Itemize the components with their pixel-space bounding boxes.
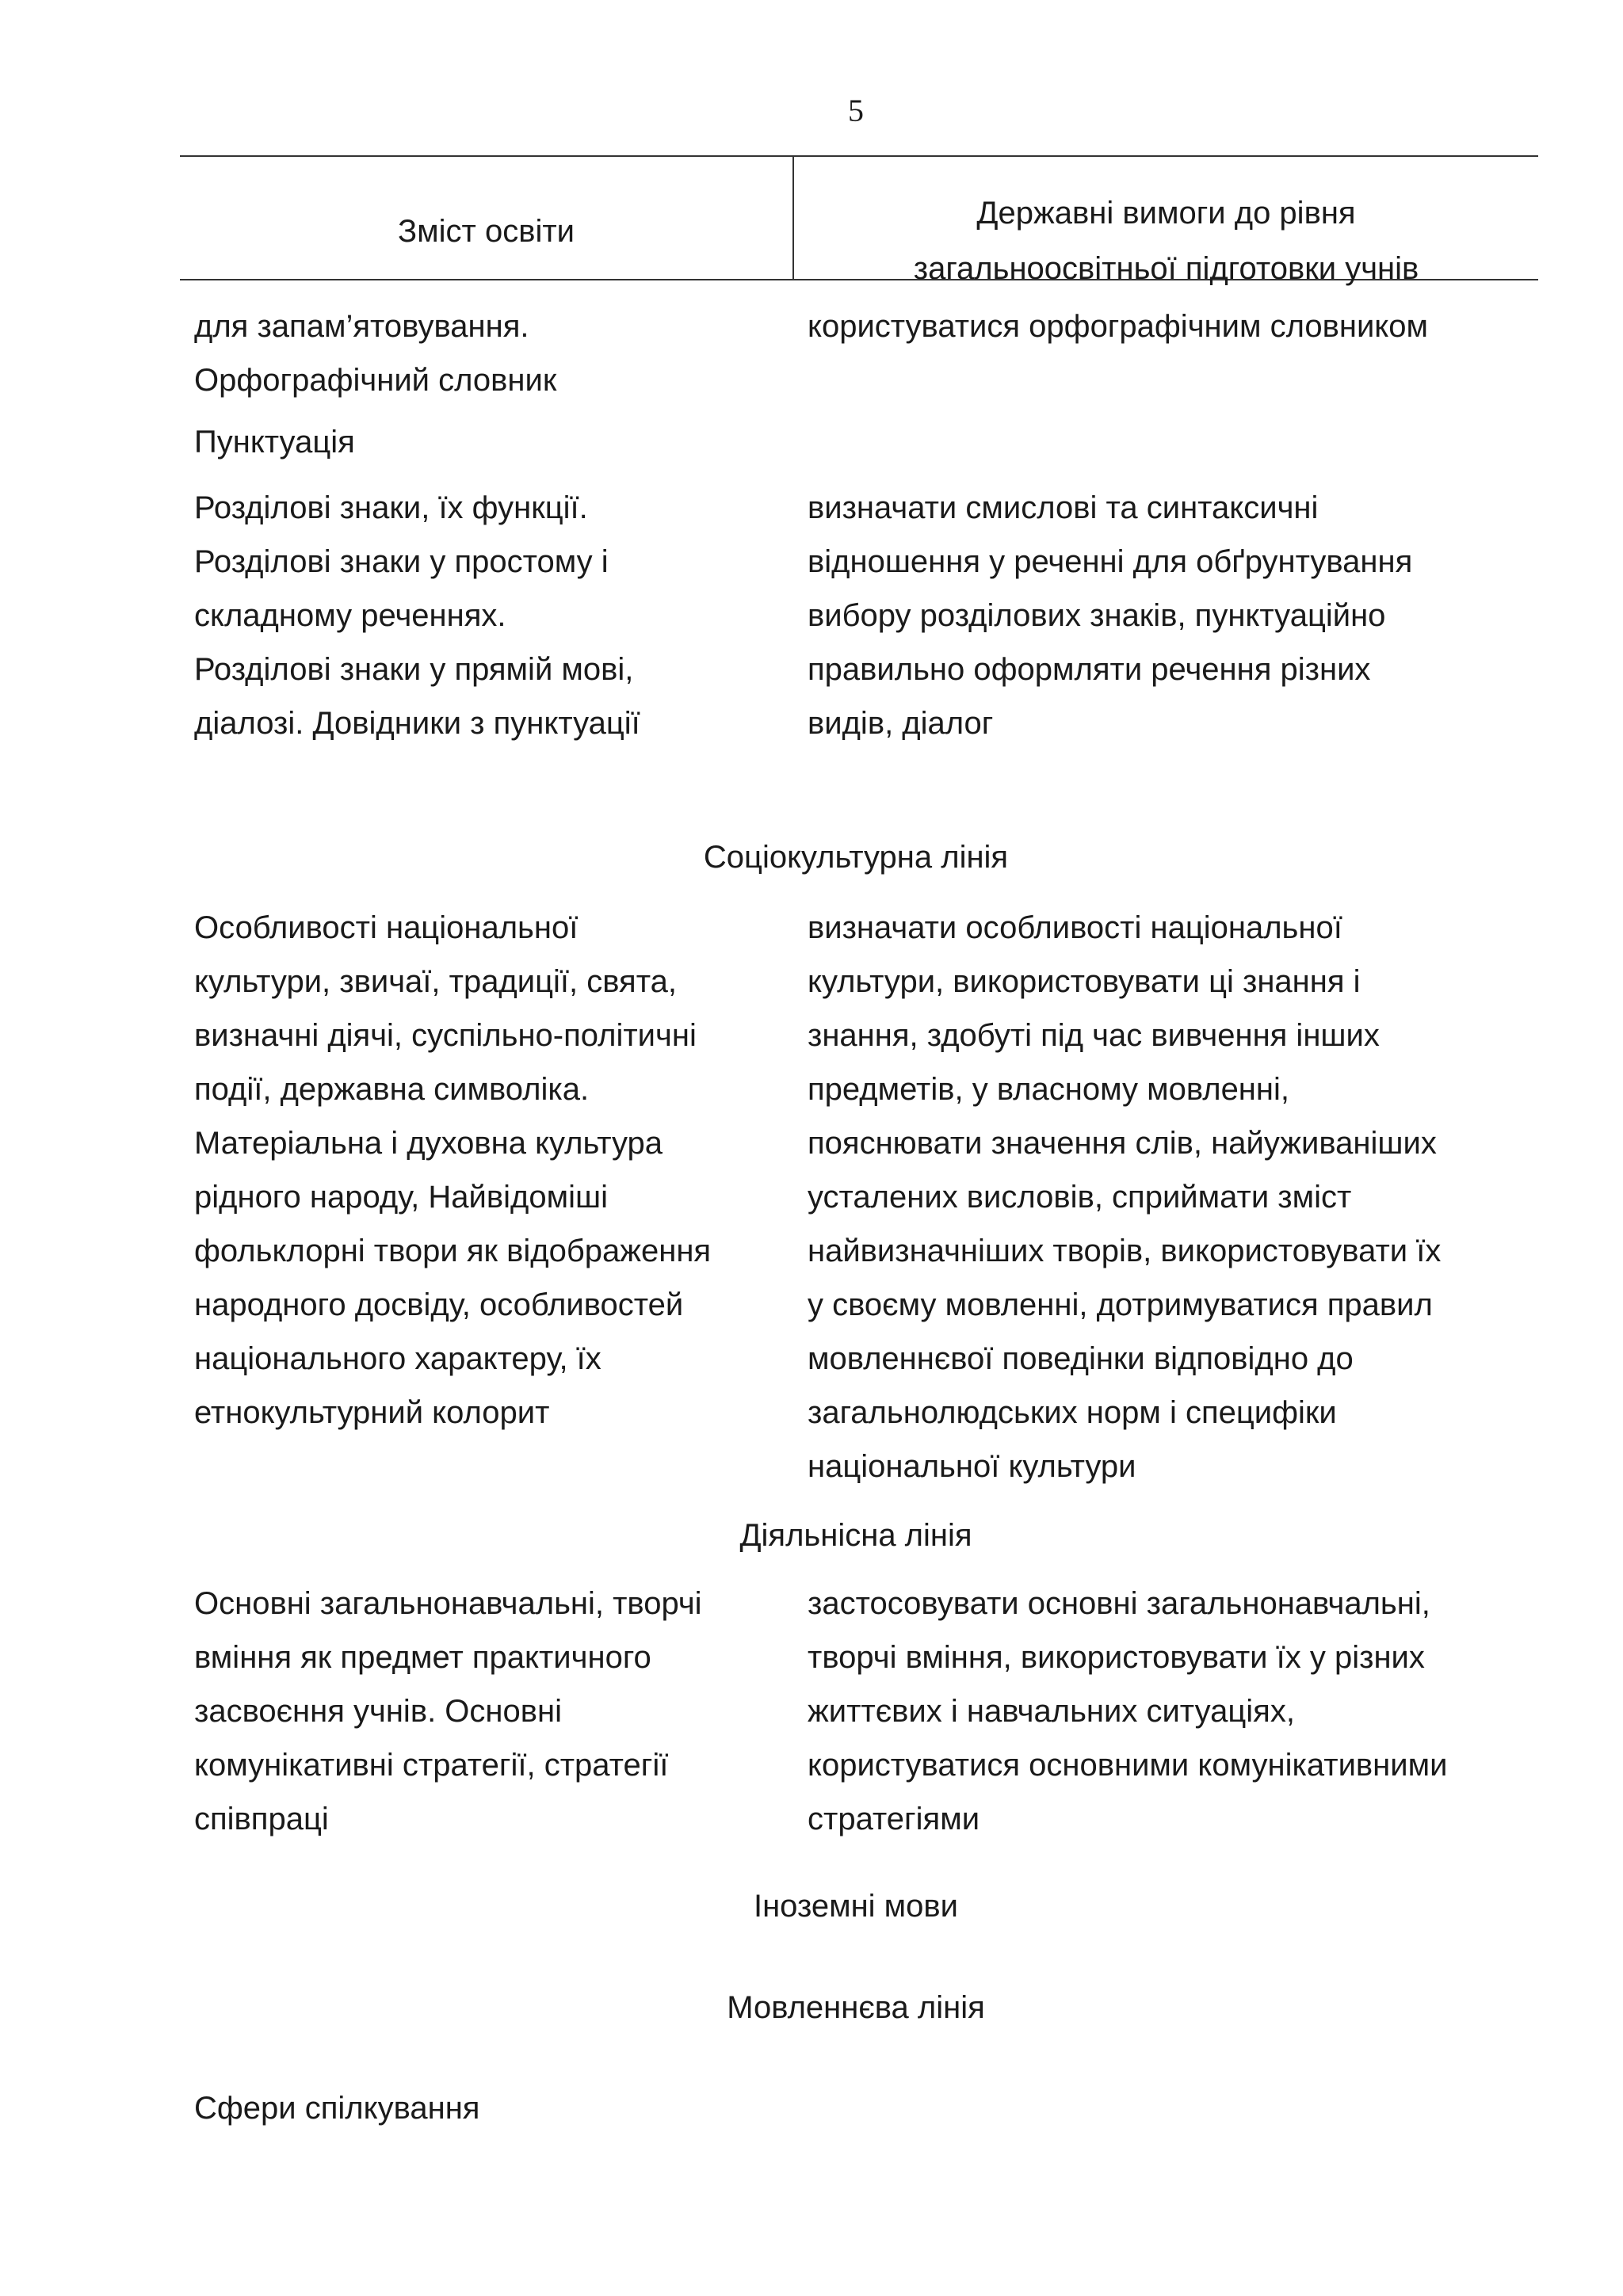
- text-line: мовленнєвої поведінки відповідно до: [808, 1341, 1354, 1376]
- text-line: фольклорні твори як відображення: [194, 1234, 712, 1268]
- text-line: національного характеру, їх: [194, 1341, 601, 1376]
- text-line: визначати смислові та синтаксичні: [808, 490, 1319, 525]
- text-line: Розділові знаки у прямій мові,: [194, 652, 634, 687]
- text-line: користуватися основними комунікативними: [808, 1748, 1448, 1783]
- text-line: співпраці: [194, 1802, 329, 1836]
- punctuation-heading: Пунктуація: [194, 425, 355, 460]
- text-line: застосовувати основні загальнонавчальні,: [808, 1586, 1430, 1621]
- punctuation-requirements: [808, 481, 1412, 750]
- text-line: визначати особливості національної: [808, 910, 1342, 945]
- text-line: рідного народу, Найвідоміші: [194, 1180, 608, 1215]
- text-line: культури, використовувати ці знання і: [808, 964, 1361, 999]
- header-requirements-line: загальноосвітньої підготовки учнів: [913, 251, 1419, 286]
- text-line: вміння як предмет практичного: [194, 1640, 651, 1675]
- text-line: етнокультурний колорит: [194, 1395, 550, 1430]
- memorization-content: [194, 299, 556, 407]
- sociocultural-content: [194, 901, 711, 1440]
- foreign-languages-title: Іноземні мови: [753, 1889, 959, 1924]
- text-line: усталених висловів, сприймати зміст: [808, 1180, 1352, 1215]
- text-line: видів, діалог: [808, 706, 994, 741]
- activity-requirements: [808, 1577, 1447, 1846]
- text-line: правильно оформляти речення різних: [808, 652, 1371, 687]
- text-line: користуватися орфографічним словником: [808, 309, 1428, 344]
- table-header: [180, 155, 1538, 286]
- text-line: національної культури: [808, 1449, 1136, 1484]
- communication-spheres-heading: Сфери спілкування: [194, 2091, 480, 2126]
- text-line: вибору розділових знаків, пунктуаційно: [808, 598, 1386, 633]
- text-line: діалозі. Довідники з пунктуації: [194, 706, 640, 741]
- text-line: найвизначніших творів, використовувати їх: [808, 1234, 1442, 1268]
- text-line: предметів, у власному мовленні,: [808, 1072, 1289, 1107]
- speech-line-title: Мовленнєва лінія: [727, 1990, 985, 2025]
- header-requirements-line: Державні вимоги до рівня: [976, 196, 1356, 231]
- text-line: Розділові знаки у простому і: [194, 544, 609, 579]
- text-line: народного досвіду, особливостей: [194, 1287, 684, 1322]
- text-line: Орфографічний словник: [194, 363, 557, 398]
- text-line: Розділові знаки, їх функції.: [194, 490, 588, 525]
- memorization-requirements: [808, 299, 1428, 353]
- text-line: творчі вміння, використовувати їх у різних: [808, 1640, 1425, 1675]
- text-line: у своєму мовленні, дотримуватися правил: [808, 1287, 1433, 1322]
- text-line: пояснювати значення слів, найуживаніших: [808, 1126, 1437, 1161]
- header-content-column: Зміст освіти: [397, 214, 575, 249]
- text-line: комунікативні стратегії, стратегії: [194, 1748, 669, 1783]
- text-line: визначні діячі, суспільно-політичні: [194, 1018, 697, 1053]
- sociocultural-line-title: Соціокультурна лінія: [703, 840, 1009, 875]
- text-line: знання, здобуті під час вивчення інших: [808, 1018, 1380, 1053]
- text-line: культури, звичаї, традиції, свята,: [194, 964, 677, 999]
- punctuation-content: [194, 481, 640, 750]
- text-line: відношення у реченні для обґрунтування: [808, 544, 1413, 579]
- page-number: 5: [848, 93, 864, 128]
- text-line: загальнолюдських норм і специфіки: [808, 1395, 1337, 1430]
- text-line: життєвих і навчальних ситуаціях,: [808, 1694, 1295, 1729]
- text-line: складному реченнях.: [194, 598, 506, 633]
- activity-line-title: Діяльнісна лінія: [739, 1518, 972, 1553]
- text-line: Особливості національної: [194, 910, 579, 945]
- header-requirements-column: [794, 185, 1538, 296]
- text-line: події, державна символіка.: [194, 1072, 590, 1107]
- sociocultural-requirements: [808, 901, 1441, 1493]
- text-line: для запам’ятовування.: [194, 309, 529, 344]
- text-line: стратегіями: [808, 1802, 980, 1836]
- text-line: Основні загальнонавчальні, творчі: [194, 1586, 702, 1621]
- activity-content: [194, 1577, 702, 1846]
- text-line: засвоєння учнів. Основні: [194, 1694, 562, 1729]
- text-line: Матеріальна і духовна культура: [194, 1126, 663, 1161]
